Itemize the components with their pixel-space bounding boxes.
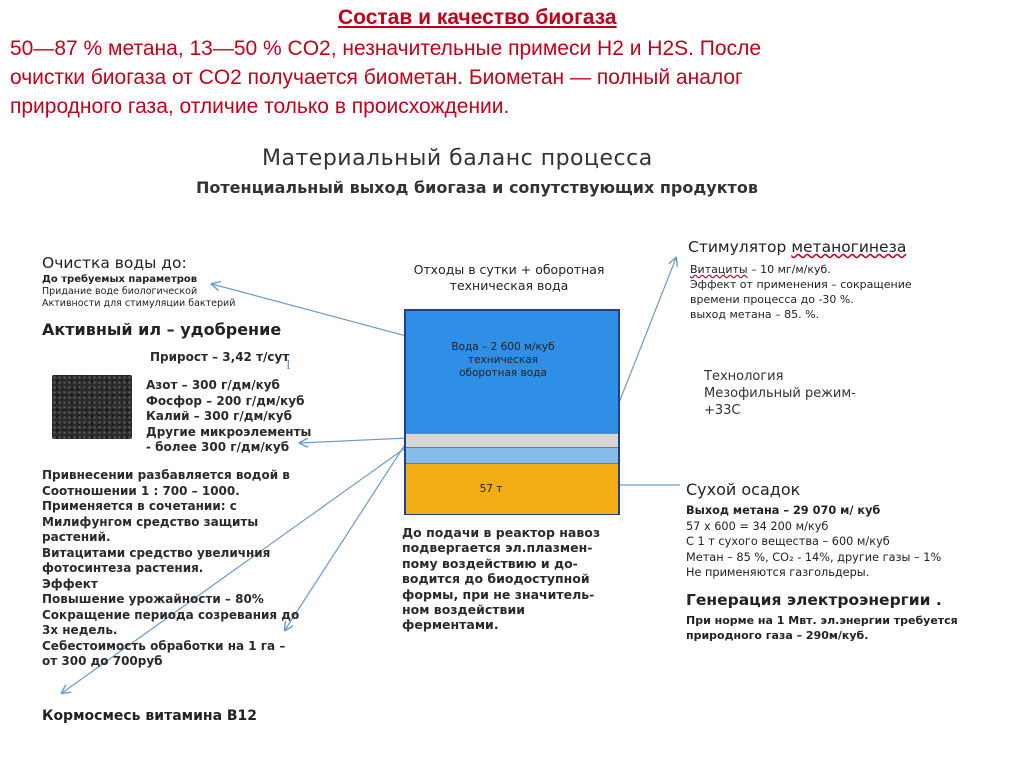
usage-line: Милифунгом средство защиты xyxy=(42,514,259,529)
water-cleaning-items xyxy=(42,274,235,310)
mix-layer xyxy=(406,433,618,447)
technology-block xyxy=(704,368,856,419)
nutrient-item: Фосфор – 200 г/дм/куб xyxy=(146,393,305,408)
header-title: Состав и качество биогаза xyxy=(338,6,617,29)
power-generation-details xyxy=(686,613,958,643)
slide-subtitle: Потенциальный выход биогаза и сопутствующих продуктов xyxy=(196,178,758,197)
sludge-growth: Прирост – 3,42 т/сут xyxy=(150,350,290,364)
process-line: формы, при не значитель- xyxy=(402,586,595,602)
sludge-heading: Активный ил – удобрение xyxy=(42,320,282,339)
nutrient-item: Другие микроэлементы xyxy=(146,424,312,439)
arrow-to-effect xyxy=(285,440,408,630)
nutrient-item: Калий – 300 г/дм/куб xyxy=(146,409,292,423)
process-line: ферментами. xyxy=(402,617,499,633)
usage-line: Привнесении разбавляется водой в xyxy=(42,468,290,482)
dry-line: Выход метана – 29 070 м/ куб xyxy=(686,504,881,517)
usage-line: фотосинтеза растения. xyxy=(42,561,204,575)
process-description xyxy=(402,525,600,633)
usage-line: Витацитами средство увеличния xyxy=(42,545,271,560)
water-line: оборотная вода xyxy=(459,367,547,379)
stimulator-heading-text: Стимулятор xyxy=(688,238,792,256)
tech-line: +33С xyxy=(704,403,741,418)
stimulator-details xyxy=(690,262,912,322)
water-item: Придание воде биологической xyxy=(42,286,198,297)
vitacity-term: Витациты xyxy=(690,263,748,276)
usage-line: Эффект xyxy=(42,576,98,591)
slide-title: Материальный баланс процесса xyxy=(262,146,653,171)
tank-input-label xyxy=(384,262,634,293)
stim-text: – 10 мг/м/куб. xyxy=(747,263,831,276)
usage-line: Соотношении 1 : 700 – 1000. xyxy=(42,483,240,498)
header-line: 50—87 % метана, 13—50 % CO2, незначительные примеси H2 и H2S. После xyxy=(10,37,762,60)
dry-line: С 1 т сухого вещества – 600 м/куб xyxy=(686,535,890,548)
dry-line: 57 х 600 = 34 200 м/куб xyxy=(686,519,829,533)
usage-text xyxy=(42,468,299,670)
tech-line: Мезофильный режим- xyxy=(704,386,856,401)
stim-text: выход метана – 85. %. xyxy=(690,308,820,321)
usage-line: Сокращение периода созревания до xyxy=(42,607,300,622)
dry-sediment-details xyxy=(686,503,941,581)
process-line: водится до биодоступной xyxy=(402,571,590,587)
water-item: До требуемых параметров xyxy=(42,274,198,285)
usage-line: растений. xyxy=(42,530,111,544)
dry-sediment-heading: Сухой осадок xyxy=(686,480,801,499)
feed-label: Кормосмесь витамина В12 xyxy=(42,708,258,724)
gen-line: природного газа – 290м/куб. xyxy=(686,629,869,642)
usage-line: Себестоимость обработки на 1 га – xyxy=(42,638,286,653)
stim-line xyxy=(690,307,912,322)
stim-line xyxy=(690,262,912,277)
sludge-layer xyxy=(406,447,618,464)
power-generation-heading: Генерация электроэнергии . xyxy=(686,591,942,609)
usage-line: от 300 до 700руб xyxy=(42,654,163,668)
process-line: пому воздействию и до- xyxy=(402,555,578,571)
stim-text: времени процесса до -30 %. xyxy=(690,293,854,306)
text-cursor-glyph: I xyxy=(286,358,291,373)
stim-line xyxy=(690,292,912,307)
input-line: техническая вода xyxy=(449,277,569,293)
water-item: Активности для стимуляции бактерий xyxy=(42,298,236,309)
header-line: природного газа, отличие только в происхождении. xyxy=(10,95,510,118)
header-line: очистки биогаза от CO2 получается биометан. Биометан — полный аналог xyxy=(10,66,743,89)
stimulator-heading xyxy=(688,238,906,256)
stim-line xyxy=(690,277,912,292)
water-line: Вода – 2 600 м/куб xyxy=(451,341,555,353)
process-line: подвергается эл.плазмен- xyxy=(402,540,593,556)
water-line: техническая xyxy=(467,354,538,366)
usage-line: Повышение урожайности – 80% xyxy=(42,592,264,606)
dry-line: Метан – 85 %, CO₂ - 14%, другие газы – 1% xyxy=(686,550,942,564)
nutrients-list xyxy=(146,378,311,456)
water-label xyxy=(428,341,578,380)
usage-line: 3х недель. xyxy=(42,623,118,637)
fertilizer-image xyxy=(52,375,132,439)
input-line: Отходы в сутки + оборотная xyxy=(413,262,605,277)
tech-line: Технология xyxy=(704,369,784,384)
arrow-to-sludge xyxy=(300,438,408,443)
nutrient-item: Азот – 300 г/дм/куб xyxy=(146,378,280,392)
process-line: ном воздействии xyxy=(402,602,525,618)
stim-text: Эффект от применения – сокращение xyxy=(690,278,912,291)
process-line: До подачи в реактор навоз xyxy=(402,525,601,540)
water-cleaning-heading: Очистка воды до: xyxy=(42,254,187,272)
nutrient-item: - более 300 г/дм/куб xyxy=(146,440,290,454)
gen-line: При норме на 1 Мвт. эл.энергии требуется xyxy=(686,614,958,627)
reactor-tank xyxy=(404,309,620,515)
stimulator-heading-underlined: метаногинеза xyxy=(791,238,907,256)
usage-line: Применяется в сочетании: с xyxy=(42,499,237,513)
sediment-label: 57 т xyxy=(479,483,503,495)
dry-line: Не применяются газгольдеры. xyxy=(686,566,870,579)
